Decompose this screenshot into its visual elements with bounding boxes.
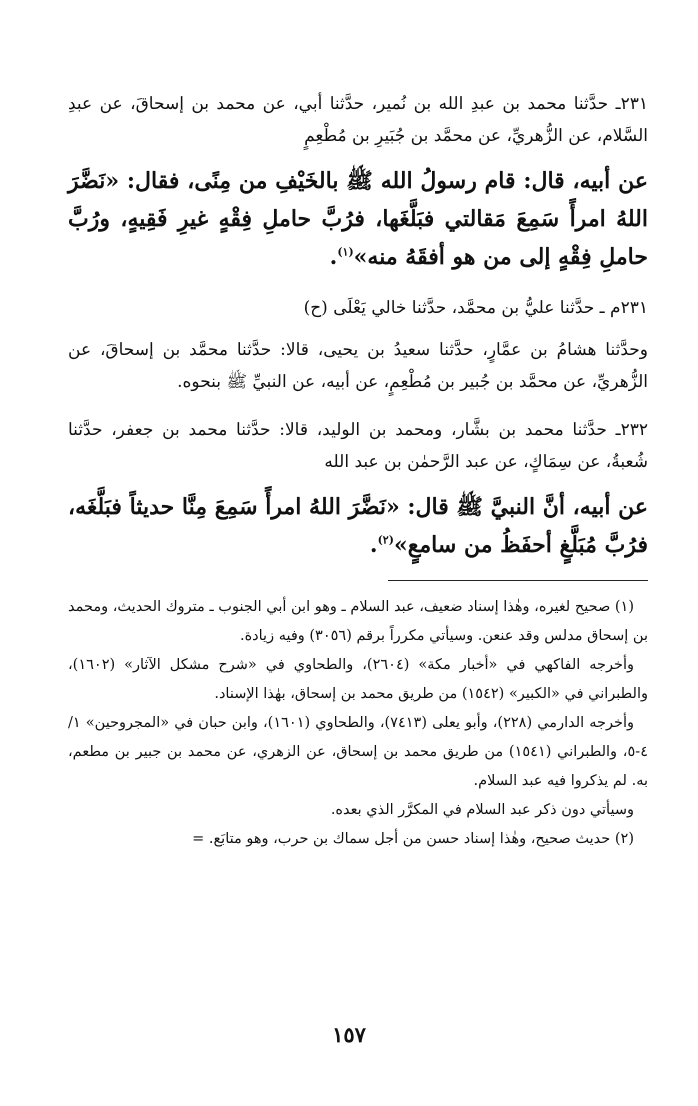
hadith-231-isnad-text: ٢٣١ـ حدَّثنا محمد بن عبدِ الله بن نُمير، حدَّثنا أبي، عن محمد بن إسحاقَ، عن عبدِ السَّلام، عن الزُّهريِّ، عن محمَّد بن جُبَيرِ بن مُطْعِمٍ bbox=[68, 94, 648, 146]
hadith-231m-line2 bbox=[68, 334, 648, 398]
page-number: ١٥٧ bbox=[332, 1022, 366, 1047]
hadith-231-matn-text: عن أبيه، قال: قام رسولُ الله ﷺ بالخَيْفِ من مِنًى، فقال: «نَضَّرَ اللهُ امرأً سَمِعَ مَقالتي فبَلَّغَها، فرُبَّ حاملِ فِقْهٍ غيرِ فَقِيهٍ، ورُبَّ حاملِ فِقْهٍ إلى من هو أفقَهُ منه» bbox=[68, 168, 648, 270]
hadith-231m-line2-text: وحدَّثنا هشامُ بن عمَّارٍ، حدَّثنا سعيدُ بن يحيى، قالا: حدَّثنا محمَّد بن إسحاقَ، عن الزُّهريِّ، عن محمَّد بن جُبير بن مُطْعِمٍ، عن أبيه، عن النبيِّ ﷺ بنحوه. bbox=[68, 340, 648, 392]
hadith-232-isnad bbox=[68, 414, 648, 478]
footnote-1-c: وأخرجه الدارمي (٢٢٨)، وأبو يعلى (٧٤١٣)، والطحاوي (١٦٠١)، وابن حبان في «المجروحين» ١/ ٤-٥، والطبراني (١٥٤١) من طريق محمد بن إسحاق، عن الزهري، عن محمد بن جبير بن مطعم، به. لم يذكروا فيه عبد السلام. bbox=[68, 715, 648, 789]
footnote-ref-1[interactable]: (١) bbox=[337, 245, 354, 259]
footnote-1-a: (١) صحيح لغيره، وهٰذا إسناد ضعيف، عبد السلام ـ وهو ابن أبي الجنوب ـ متروك الحديث، ومحمد بن إسحاق مدلس وقد عنعن. وسيأتي مكرراً برقم (٣٠٥٦) وفيه زيادة. bbox=[68, 599, 648, 644]
footnotes bbox=[68, 593, 648, 854]
hadith-231m-line1-text: ٢٣١م ـ حدَّثنا عليُّ بن محمَّد، حدَّثنا خالي يَعْلَى (ح) bbox=[303, 298, 648, 318]
hadith-232-matn bbox=[68, 488, 648, 564]
hadith-232-matn-text: عن أبيه، أنَّ النبيَّ ﷺ قال: «نَضَّرَ اللهُ امرأً سَمِعَ مِنَّا حديثاً فبَلَّغَه، فرُبَّ مُبَلَّغٍ أحفَظُ من سامعٍ» bbox=[68, 494, 648, 558]
hadith-231-isnad bbox=[68, 88, 648, 152]
footnote-2: (٢) حديث صحيح، وهٰذا إسناد حسن من أجل سماك بن حرب، وهو متابَع. = bbox=[192, 831, 634, 847]
page-body bbox=[68, 88, 648, 854]
footnote-1-d: وسيأتي دون ذكر عبد السلام في المكرَّر الذي بعده. bbox=[330, 802, 634, 818]
hadith-232-isnad-text: ٢٣٢ـ حدَّثنا محمد بن بشَّار، ومحمد بن الوليد، قالا: حدَّثنا محمد بن جعفر، حدَّثنا شُعبةُ، عن سِمَاكٍ، عن عبد الرَّحمٰن بن عبد الله bbox=[68, 420, 648, 472]
hadith-231-matn bbox=[68, 162, 648, 276]
hadith-232-end: . bbox=[369, 532, 378, 558]
footnote-1-b: وأخرجه الفاكهي في «أخبار مكة» (٢٦٠٤)، والطحاوي في «شرح مشكل الآثار» (١٦٠٢)، والطبراني في «الكبير» (١٥٤٢) من طريق محمد بن إسحاق، بهٰذا الإسناد. bbox=[68, 657, 648, 702]
hadith-231m-line1 bbox=[68, 292, 648, 324]
footnote-ref-2[interactable]: (٢) bbox=[377, 533, 394, 547]
hadith-231-end: . bbox=[329, 244, 338, 270]
footnote-divider bbox=[388, 580, 648, 581]
